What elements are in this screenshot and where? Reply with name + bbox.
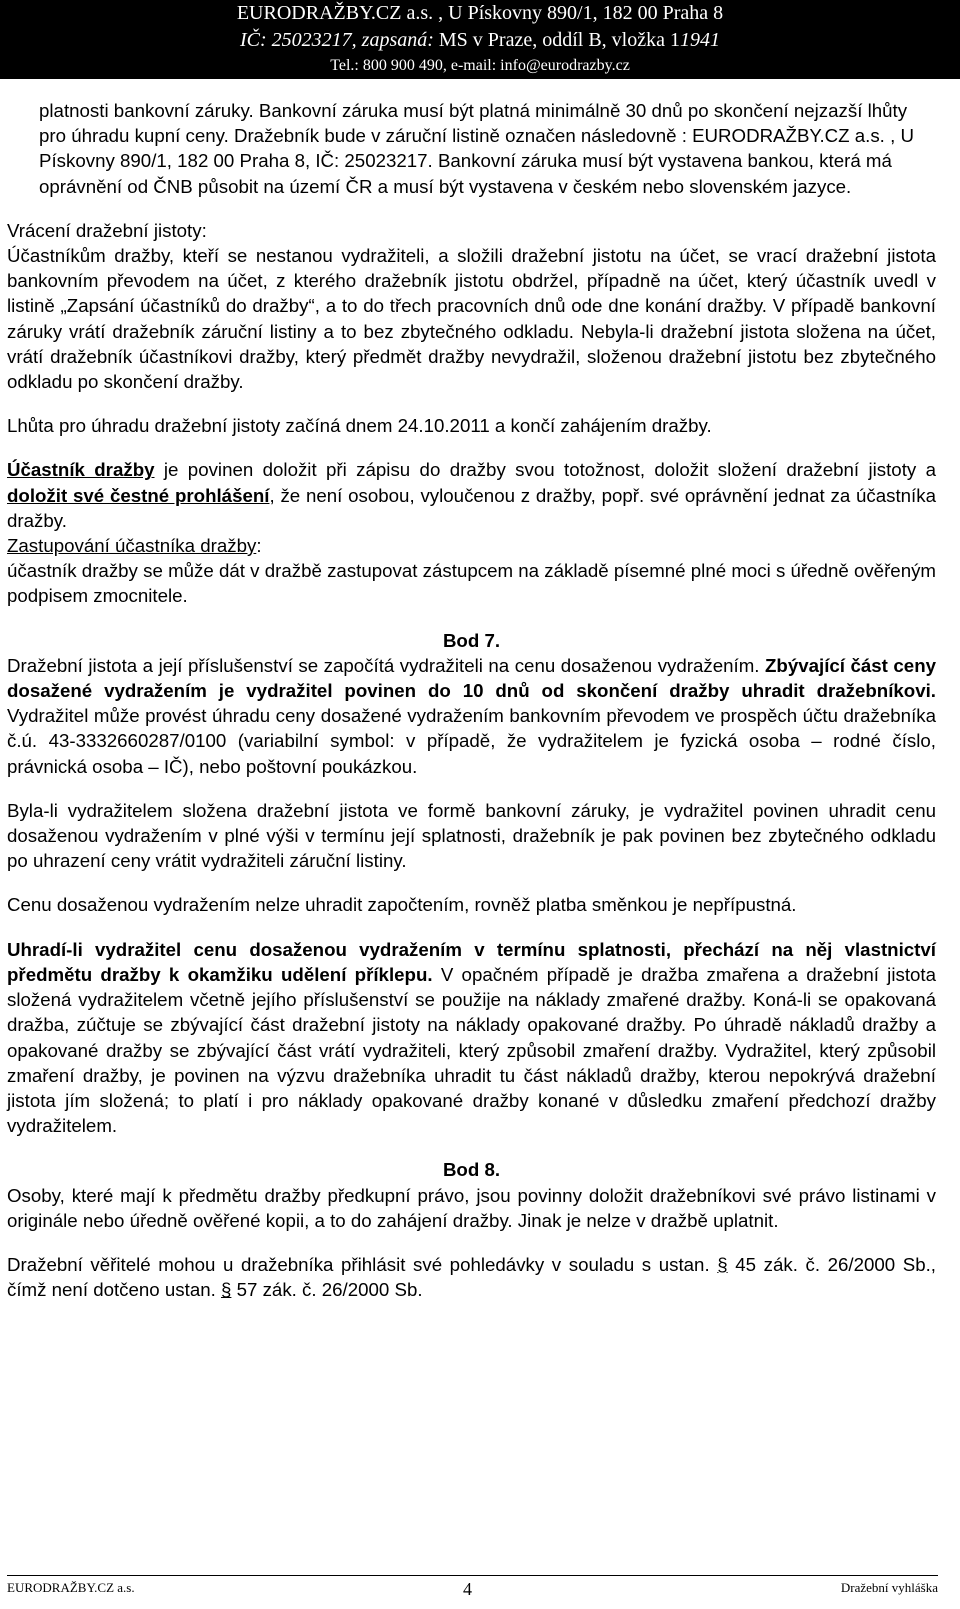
heading-deposit-return: Vrácení dražební jistoty: — [7, 219, 207, 241]
paragraph-pre-emption-right: Osoby, které mají k předmětu dražby předkupní právo, jsou povinny doložit dražebníkovi své právo listinami v originále nebo úředně ověřené kopii, a to do zahájení dražby. Jinak je nelze v dražbě uplatnit. — [7, 1184, 936, 1231]
letterhead-registration: IČ: 25023217, zapsaná: MS v Praze, oddíl B, vložka 11941 — [240, 29, 720, 51]
footer-divider — [7, 1575, 938, 1576]
paragraph-participant-duties: Účastník dražby je povinen doložit při zápisu do dražby svou totožnost, doložit složení dražební jistoty a doložit své čestné prohlášení, že není osobou, vyloučenou z dražby, popř. své oprávnění jednat za účastníka dražby. — [7, 459, 937, 531]
paragraph-ownership-transfer: Uhradí-li vydražitel cenu dosaženou vydražením v termínu splatnosti, přechází na něj vlastnictví předmětu dražby k okamžiku udělení příklepu. V opačném případě je dražba zmařena a dražební jistota složená vydražitelem včetně jejího příslušenství se použije na náklady zmařené dražby. Koná-li se opakovaná dražba, zúčtuje se zbývající část dražební jistoty na náklady opakované dražby. Po úhradě nákladů dražby a opakované dražby se zbývající část vrátí vydražiteli, který způsobil zmaření dražby. Vydražitel, který způsobil zmaření dražby, je povinen na výzvu dražebníka uhradit tu část nákladů dražby, kterou nepokrývá dražební jistota jím složená; to platí i pro náklady opakované dražby konané v důsledku zmaření předchozí dražby vydražitelem. — [7, 938, 936, 1137]
paragraph-deposit-deadline: Lhůta pro úhradu dražební jistoty začíná dnem 24.10.2011 a končí zahájením dražby. — [7, 415, 712, 437]
paragraph-no-offset: Cenu dosaženou vydražením nelze uhradit započtením, rovněž platba směnkou je nepřípustná. — [7, 894, 797, 916]
letterhead — [0, 0, 960, 79]
paragraph-payment: Dražební jistota a její příslušenství se započítá vydražiteli na cenu dosaženou vydražením. Zbývající část ceny dosažené vydražením je vydražitel povinen do 10 dnů od skončení dražby uhradit dražebníkovi. Vydražitel může provést úhradu ceny dosažené vydražením bankovním převodem ve prospěch účtu dražebníka č.ú. 43-3332660287/0100 (variabilní symbol: v případě, že vydražitelem je fyzická osoba – rodné číslo, právnická osoba – IČ), nebo poštovní poukázkou. — [7, 654, 937, 777]
paragraph-bank-guarantee-payment: Byla-li vydražitelem složena dražební jistota ve formě bankovní záruky, je vydražitel povinen uhradit cenu dosaženou vydražením v plné výši v termínu její splatnosti, dražebník je pak povinen bez zbytečného odkladu po uhrazení ceny vrátit vydražiteli záruční listiny. — [7, 799, 936, 872]
paragraph-bank-guarantee: platnosti bankovní záruky. Bankovní záruka musí být platná minimálně 30 dnů po skončení nejzazší lhůty pro úhradu kupní ceny. Dražebník bude v záruční listině označen následovně : EURODRAŽBY.CZ a.s. , U Pískovny 890/1, 182 00 Praha 8, IČ: 25023217. Bankovní záruka musí být vystavena bankou, která má oprávnění od ČNB působit na území ČR a musí být vystavena v českém nebo slovenském jazyce. — [39, 100, 914, 197]
footer-company: EURODRAŽBY.CZ a.s. — [7, 1580, 135, 1595]
letterhead-contact: Tel.: 800 900 490, e-mail: info@eurodrazby.cz — [330, 57, 630, 74]
section-heading-bod-8: Bod 8. — [442, 1159, 501, 1181]
letterhead-company-address: EURODRAŽBY.CZ a.s. , U Pískovny 890/1, 182 00 Praha 8 — [236, 2, 724, 24]
page-footer — [0, 1575, 960, 1609]
footer-document-title: Dražební vyhláška — [840, 1580, 938, 1595]
paragraph-creditors: Dražební věřitelé mohou u dražebníka přihlásit své pohledávky v souladu s ustan. § 45 zák. č. 26/2000 Sb., čímž není dotčeno ustan. § 57 zák. č. 26/2000 Sb. — [7, 1253, 937, 1301]
page-number: 4 — [463, 1579, 472, 1599]
heading-representation: Zastupování účastníka dražby: — [7, 535, 262, 557]
section-heading-bod-7: Bod 7. — [442, 629, 501, 651]
paragraph-representation: účastník dražby se může dát v dražbě zastupovat zástupcem na základě písemné plné moci s úředně ověřeným podpisem zmocnitele. — [7, 560, 936, 607]
section-sign-icon: § — [717, 1253, 728, 1275]
document-body — [7, 98, 936, 1302]
paragraph-deposit-return: Účastníkům dražby, kteří se nestanou vydražiteli, a složili dražební jistotu na účet, se vrací dražební jistota bankovním převodem na účet, z kterého dražebník jistotu obdržel, případně na účet, který účastník uvedl v listině „Zapsání účastníků do dražby“, a to do třech pracovních dnů ode dne konání dražby. V případě bankovní záruky vrátí dražebník záruční listiny a to bez zbytečného odkladu. Nebyla-li dražební jistota složena na účet, vrátí dražebník účastníkovi dražby, který předmět dražby nevydražil, složenou dražební jistotu bez zbytečného odkladu po skončení dražby. — [7, 245, 936, 393]
section-sign-icon: § — [221, 1279, 232, 1301]
